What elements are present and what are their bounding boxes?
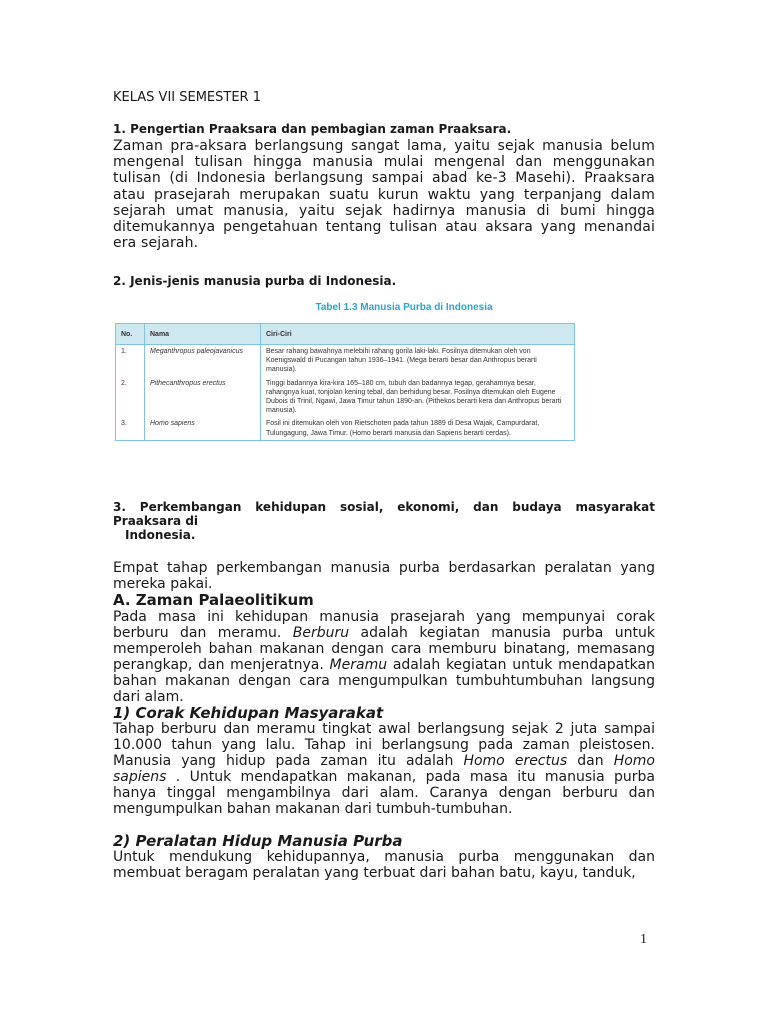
class-header: KELAS VII SEMESTER 1 <box>113 90 261 105</box>
section-3-heading-cont: Indonesia. <box>125 528 196 542</box>
cell-ciri: Tinggi badannya kira-kira 165–180 cm, tubuh dan badannya tegap, gerahamnya besar, rahangnya kuat, tonjolan kening tebal, dan berhidung besar. Fosilnya ditemukan oleh Eugene Dubois di Trinil, Ngawi, Jawa Timur tahun 1890-an. (Pithekos berarti kera dan Anthropus berarti manusia). <box>261 377 575 418</box>
term-meramu: Meramu <box>329 657 388 673</box>
palaeolitikum-body: Pada masa ini kehidupan manusia prasejarah yang mempunyai corak berburu dan meramu. Berburu adalah kegiatan manusia purba untuk memperoleh bahan makanan dengan cara memburu binatang, memasang perangkap, dan menjeratnya. Meramu adalah kegiatan untuk mendapatkan bahan makanan dengan cara mengumpulkan tumbuhtumbuhan langsung dari alam. <box>113 609 655 705</box>
peralatan-hidup-heading: 2) Peralatan Hidup Manusia Purba <box>113 832 403 850</box>
table-row <box>116 417 575 440</box>
table-title: Tabel 1.3 Manusia Purba di Indonesia <box>315 302 493 313</box>
table-row <box>116 345 575 377</box>
section-3-intro: Empat tahap perkembangan manusia purba berdasarkan peralatan yang mereka pakai. <box>113 560 655 592</box>
corak-kehidupan-heading: 1) Corak Kehidupan Masyarakat <box>113 704 384 722</box>
manusia-purba-table <box>115 323 575 441</box>
palaeolitikum-heading: A. Zaman Palaeolitikum <box>113 591 314 609</box>
cell-no: 2. <box>116 377 145 418</box>
page-number: 1 <box>640 932 647 947</box>
cell-no: 1. <box>116 345 145 377</box>
peralatan-hidup-body: Untuk mendukung kehidupannya, manusia purba menggunakan dan membuat beragam peralatan yang terbuat dari bahan batu, kayu, tanduk, <box>113 849 655 881</box>
header-ciri: Ciri-Ciri <box>261 324 575 345</box>
cell-nama: Pithecanthropus erectus <box>145 377 261 418</box>
term-berburu: Berburu <box>292 625 350 641</box>
table-header-row <box>116 324 575 345</box>
cell-ciri: Besar rahang bawahnya melebihi rahang gorila laki-laki. Fosilnya ditemukan oleh von Koenigswald di Pucangan tahun 1936–1941. (Mega berarti besar dan Anthropus berarti manusia). <box>261 345 575 377</box>
cell-nama: Homo sapiens <box>145 417 261 440</box>
section-2-heading: 2. Jenis-jenis manusia purba di Indonesia. <box>113 274 397 288</box>
header-no: No. <box>116 324 145 345</box>
section-3-heading: 3. Perkembangan kehidupan sosial, ekonomi, dan budaya masyarakat Praaksara di <box>113 500 655 528</box>
term-homo-sapiens: Homo sapiens <box>113 753 655 785</box>
cell-no: 3. <box>116 417 145 440</box>
term-homo-erectus: Homo erectus <box>463 753 568 769</box>
manusia-purba-table-block <box>113 302 655 441</box>
table-row <box>116 377 575 418</box>
cell-nama: Meganthropus paleojavanicus <box>145 345 261 377</box>
section-1-heading: 1. Pengertian Praaksara dan pembagian zaman Praaksara. <box>113 122 512 136</box>
corak-kehidupan-body: Tahap berburu dan meramu tingkat awal berlangsung sejak 2 juta sampai 10.000 tahun yang lalu. Tahap ini berlangsung pada zaman pleistosen. Manusia yang hidup pada zaman itu adalah Homo erectus dan Homo sapiens . Untuk mendapatkan makanan, pada masa itu manusia purba hanya tinggal mengambilnya dari alam. Caranya dengan berburu dan mengumpulkan bahan makanan dari tumbuh-tumbuhan. <box>113 721 655 817</box>
section-1-body: Zaman pra-aksara berlangsung sangat lama, yaitu sejak manusia belum mengenal tulisan hingga manusia mulai mengenal dan menggunakan tulisan (di Indonesia berlangsung sampai abad ke-3 Masehi). Praaksara atau prasejarah merupakan suatu kurun waktu yang terpanjang dalam sejarah umat manusia, yaitu sejak hadirnya manusia di bumi hingga ditemukannya pengetahuan tentang tulisan atau aksara yang menandai era sejarah. <box>113 138 655 252</box>
cell-ciri: Fosil ini ditemukan oleh von Rietschoten pada tahun 1889 di Desa Wajak, Campurdarat, Tulungagung, Jawa Timur. (Homo berarti manusia dan Sapiens berarti cerdas). <box>261 417 575 440</box>
header-nama: Nama <box>145 324 261 345</box>
